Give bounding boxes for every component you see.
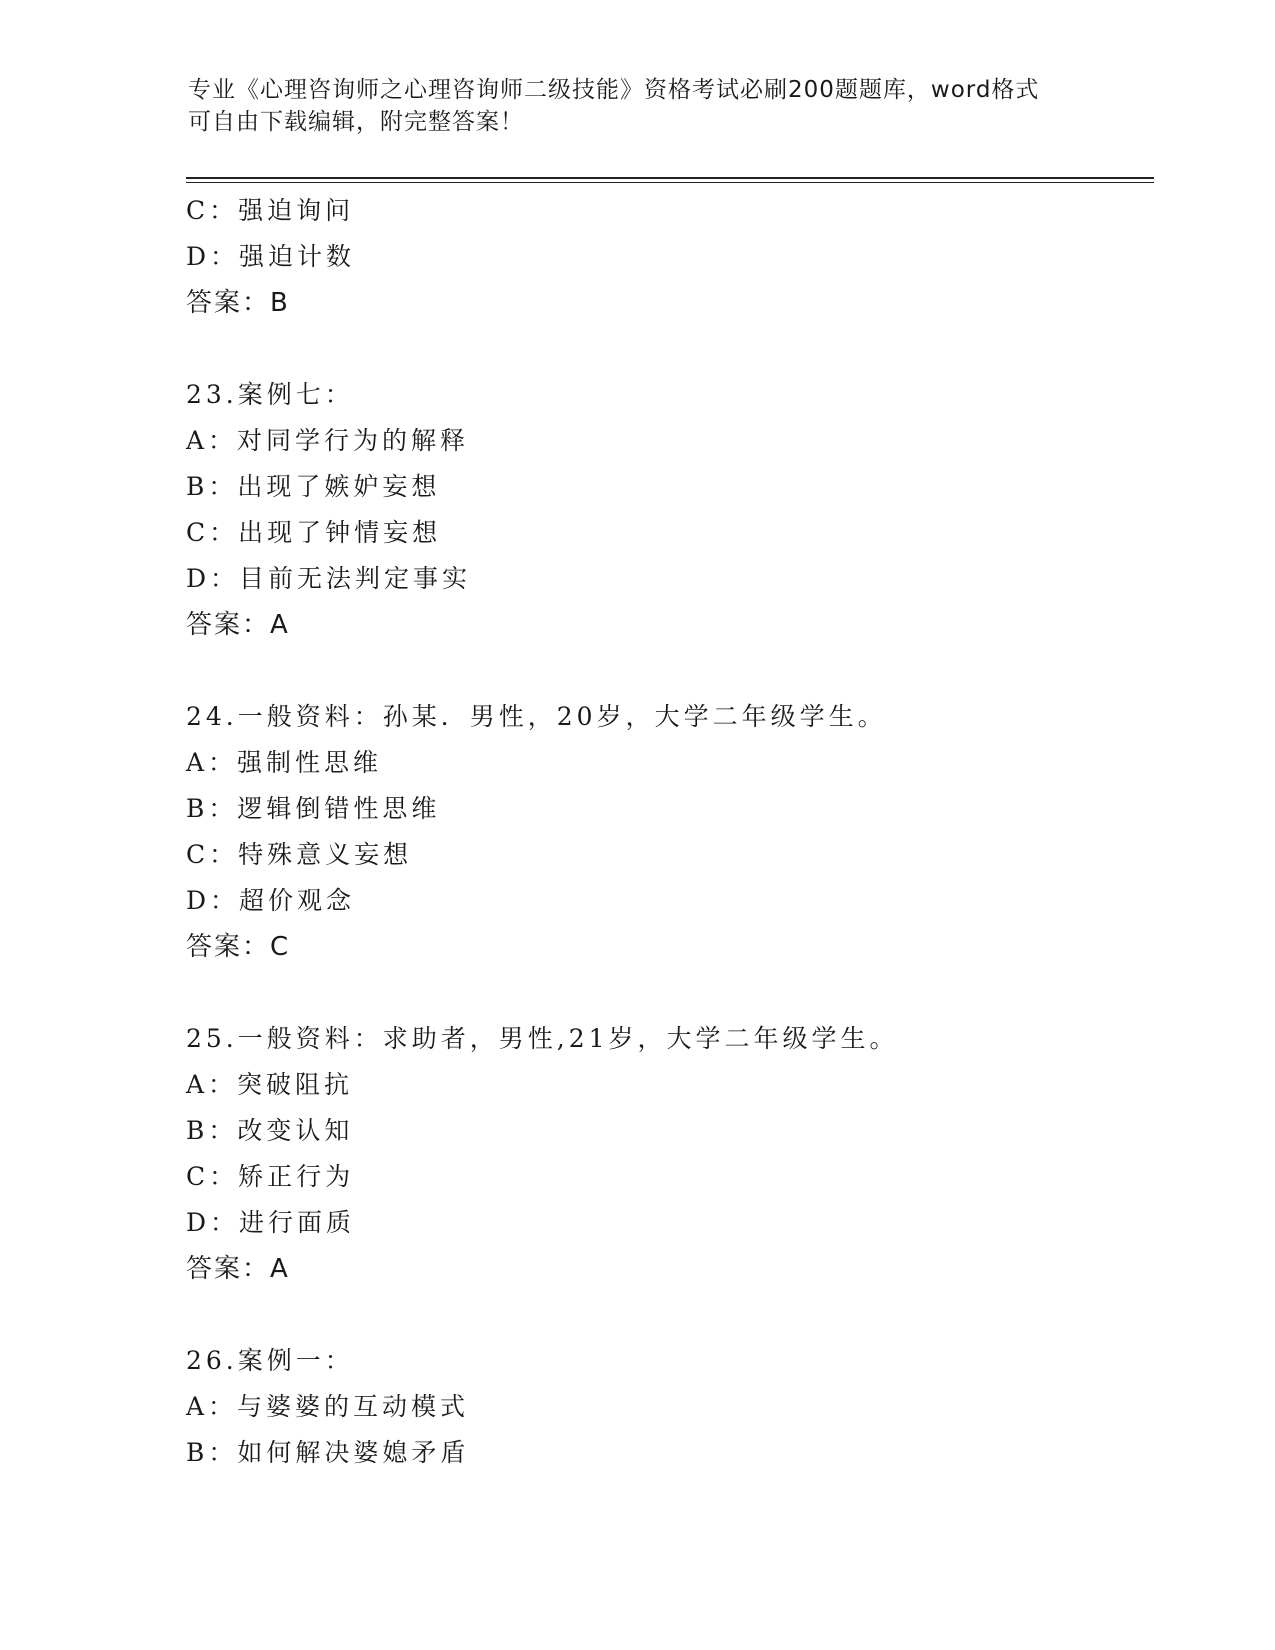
header-rule-thin [186,182,1154,183]
option-a: A：突破阻抗 [186,1070,354,1099]
header-line-1: 专业《心理咨询师之心理咨询师二级技能》资格考试必刷200题题库，word格式 [188,77,1040,103]
option-d: D：目前无法判定事实 [186,564,472,593]
option-b: B：如何解决婆媳矛盾 [186,1438,470,1467]
question-title: 23.案例七： [186,380,354,409]
option-a: A：对同学行为的解释 [186,426,470,455]
question-title: 26.案例一： [186,1346,354,1375]
option-a: A：强制性思维 [186,748,383,777]
question-26-block [186,1338,1146,1476]
question-title: 25.一般资料：求助者，男性,21岁，大学二年级学生。 [186,1024,899,1053]
option-a: A：与婆婆的互动模式 [186,1392,470,1421]
option-c: C：出现了钟情妄想 [186,518,442,547]
answer-line: 答案：A [186,1254,290,1284]
question-23-block [186,372,1146,648]
option-b: B：出现了嫉妒妄想 [186,472,441,501]
option-b: B：改变认知 [186,1116,354,1145]
question-25-block [186,1016,1146,1292]
question-24-block [186,694,1146,970]
answer-line: 答案：C [186,932,291,962]
option-c: C：矫正行为 [186,1162,355,1191]
header-rule-thick [186,177,1154,179]
question-title: 24.一般资料：孙某．男性，20岁，大学二年级学生。 [186,702,887,731]
answer-line: 答案：B [186,288,290,318]
option-c: C：特殊意义妄想 [186,840,413,869]
question-list [186,188,1146,1476]
previous-question-block [186,188,1146,326]
option-c: C：强迫询问 [186,196,355,225]
option-b: B：逻辑倒错性思维 [186,794,441,823]
option-d: D：进行面质 [186,1208,356,1237]
option-d: D：超价观念 [186,886,356,915]
option-d: D：强迫计数 [186,242,356,271]
document-header [188,74,1088,138]
answer-line: 答案：A [186,610,290,640]
header-line-2: 可自由下载编辑，附完整答案！ [188,109,524,135]
